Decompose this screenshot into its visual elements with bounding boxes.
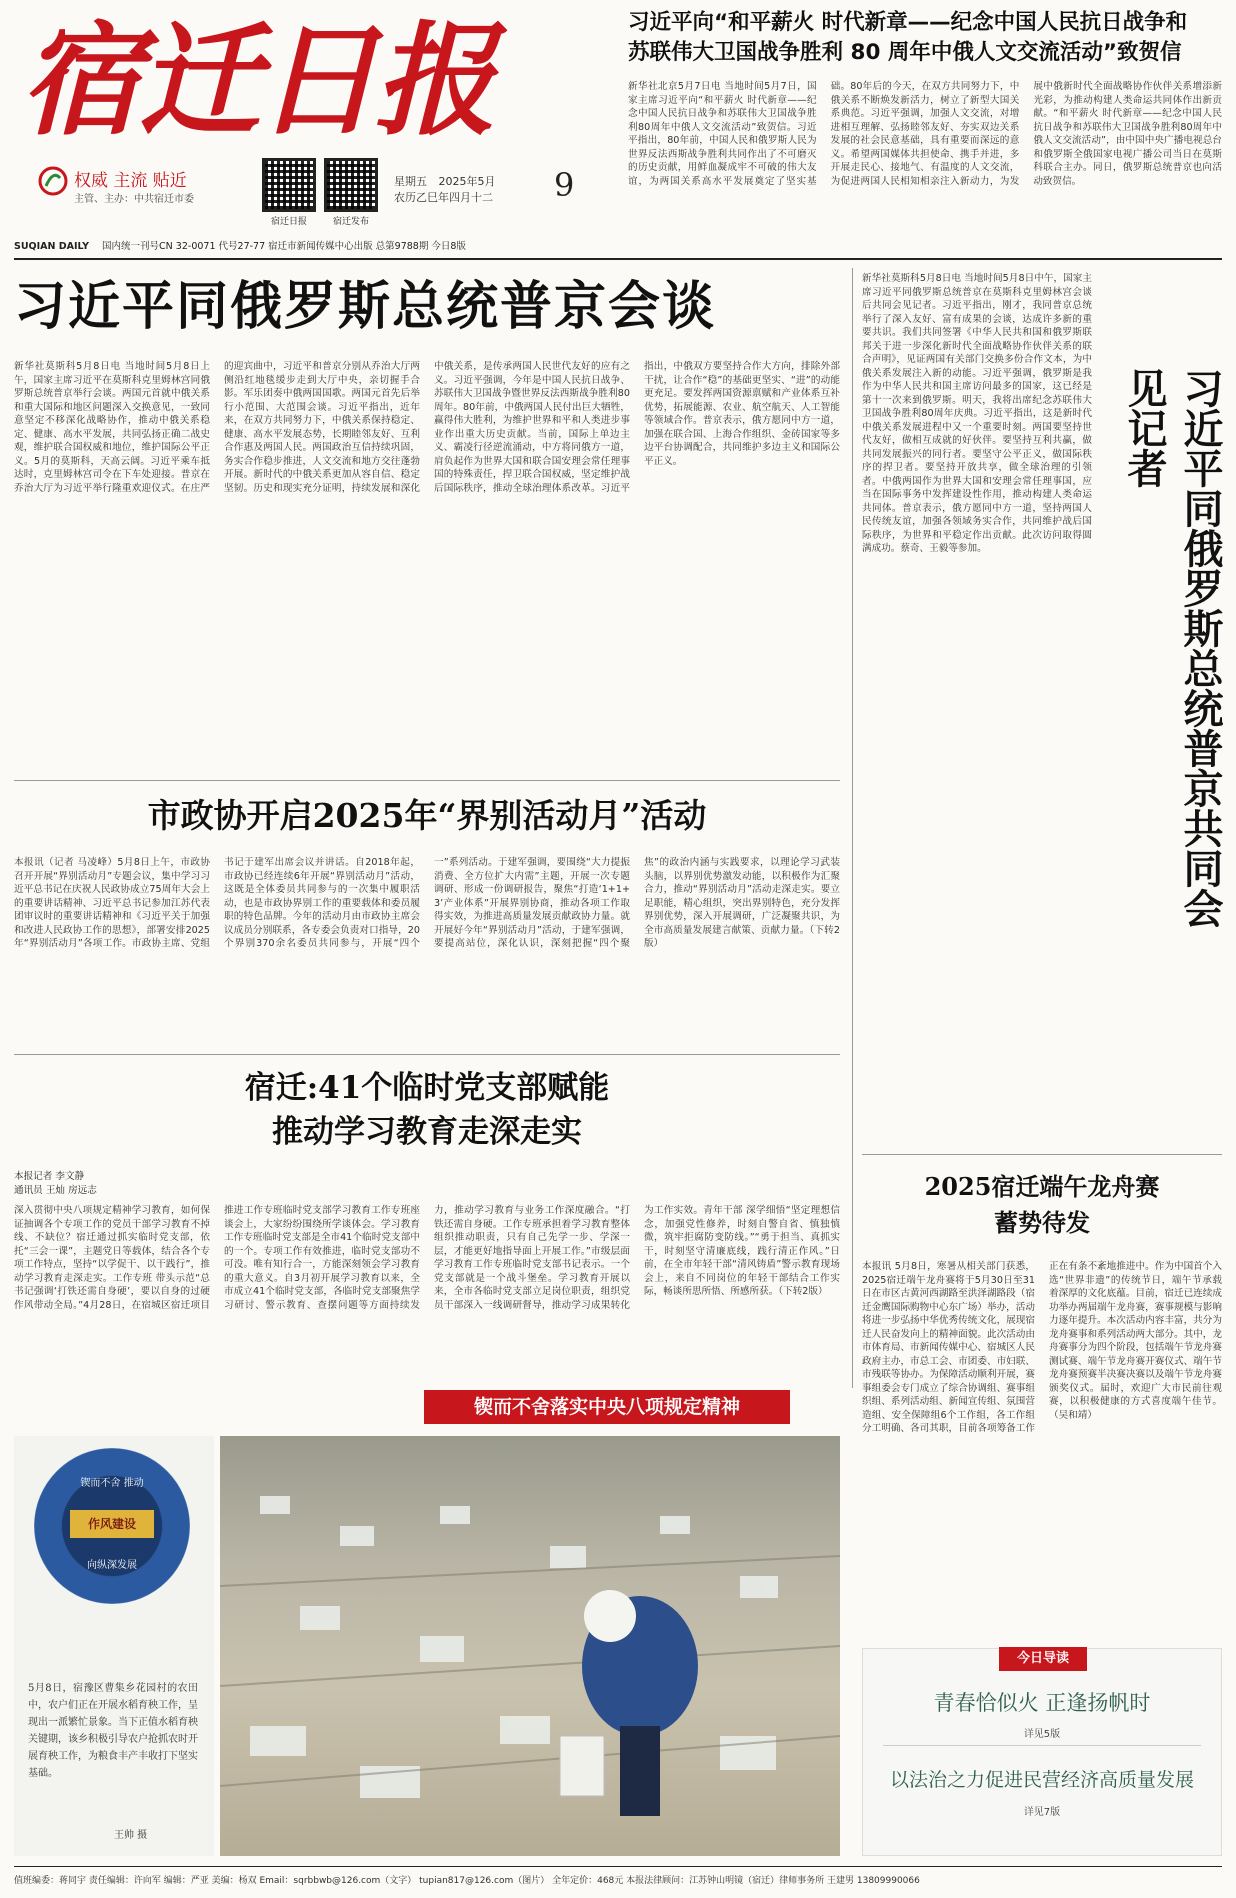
photo-section [14, 1436, 840, 1856]
farm-photo [220, 1436, 840, 1856]
badge-top: 锲而不舍 推动 [80, 1478, 144, 1489]
guide-page-ref: 详见5版 [1023, 1729, 1061, 1740]
guide-title: 今日导读 [999, 1647, 1087, 1671]
photo-caption: 5月8日，宿豫区曹集乡花园村的农田中，农户们正在开展水稻育秧工作，呈现出一派繁忙景象。当下正值水稻育秧关键期，该乡积极引导农户抢抓农时开展育秧工作，为粮食丰产丰收打下坚实基础。 [28, 1683, 198, 1779]
top-story-body: 新华社北京5月7日电 当地时间5月7日，国家主席习近平向“和平薪火 时代新章——纪念中国人民抗日战争和苏联伟大卫国战争胜利80周年中俄人文交流活动”致贺信。习近平指出，80年前，中国人民和俄罗斯人民为世界反法西斯战争胜利共同作出了不可磨灭的历史贡献，用鲜血凝成牢不可破的伟大友谊，为两国关系高水平发展奠定了坚实基础。80年后的今天，在双方共同努力下，中俄关系不断焕发新活力，树立了新型大国关系典范。习近平强调，加强人文交流，对增进相互理解、弘扬睦邻友好、夯实双边关系发展的社会民意基础，具有重要而深远的意义。希望两国媒体共担使命、携手并进，多开展走民心、接地气、有温度的人文交流，为促进两国人民相知相亲注入新动力，为发展中俄新时代全面战略协作伙伴关系增添新光彩，为推动构建人类命运共同体作出新贡献。“和平薪火 时代新章——纪念中国人民抗日战争和苏联伟大卫国战争胜利80周年中俄人文交流活动”，由中国中央广播电视总台和俄罗斯全俄国家电视广播公司当日在莫斯科联合主办。同日，俄罗斯总统普京也向活动致贺信。 [628, 81, 1222, 187]
dragon-boat-body: 本报讯 5月8日，寒暑从相关部门获悉，2025宿迁端午龙舟赛将于5月30日至31日在市区古黄河西湖路至洪泽湖路段（宿迁金鹰国际购物中心东广场）举办，活动将进一步弘扬中华优秀传统文化，展现宿迁人民奋发向上的精神面貌。此次活动由市体育局、市新闻传媒中心、宿城区人民政府主办，市总工会、市团委、市妇联、市残联等协办。为保障活动顺利开展，赛事组委会专门成立了综合协调组、赛事组织组、系列活动组、新闻宣传组、氛围营造组、安全保障组6个工作组，各工作组分工明确、各司其职，目前各项筹备工作正在有条不紊地推进中。作为中国首个入选“世界非遗”的传统节日，端午节承载着深厚的文化底蕴。目前，宿迁已连续成功举办两届端午龙舟赛，赛事规模与影响力逐年提升。本次活动内容丰富，共分为龙舟赛事和系列活动两大部分。其中，龙舟赛事分为四个阶段，包括端午节龙舟赛测试赛、端午节龙舟赛开赛仪式、端午节龙舟赛预赛半决赛决赛以及端午节龙舟赛颁奖仪式。届时，欢迎广大市民前往观赛，以积极健康的方式喜度端午佳节。（吴和靖） [862, 1261, 1222, 1434]
qr-code-icon [324, 158, 378, 212]
photo-field-illustration [220, 1436, 840, 1856]
party-headline: 推动学习教育走深走实 [272, 1114, 582, 1150]
lunar-date: 农历乙巳年四月十二 [394, 191, 493, 204]
masthead-title: 宿迁日报 [20, 8, 492, 152]
badge-icon [34, 1448, 190, 1604]
side-story-headline: 习近平同俄罗斯总统普京共同会见记者 [1121, 368, 1223, 928]
top-story-headline: 苏联伟大卫国战争胜利 80 周年中俄人文交流活动”致贺信 [628, 40, 1182, 65]
main-story-body: 新华社莫斯科5月8日电 当地时间5月8日上午，国家主席习近平在莫斯科克里姆林宫同俄罗斯总统普京举行会谈。两国元首就中俄关系和重大国际和地区问题深入交换意见，一致同意坚定不移深化战略协作，推动中俄关系稳定、健康、高水平发展，共同弘扬正确二战史观，维护联合国权威和地位，维护国际公平正义。5月的莫斯科，天高云阔。习近平乘车抵达时，克里姆林宫司令在下车处迎接。普京在乔治大厅为习近平举行隆重欢迎仪式。在庄严的迎宾曲中，习近平和普京分别从乔治大厅两侧沿红地毯缓步走到大厅中央，亲切握手合影。军乐团奏中俄两国国歌。两国元首先后举行小范围、大范围会谈。习近平指出，近年来，在双方共同努力下，中俄关系保持稳定、健康、高水平发展态势，长期睦邻友好、互利合作惠及两国人民。两国政治互信持续巩固，务实合作稳步推进，人文交流和地方交往蓬勃开展。新时代的中俄关系更加从容自信、稳定坚韧。历史和现实充分证明，持续发展和深化中俄关系，是传承两国人民世代友好的应有之义。习近平强调，今年是中国人民抗日战争、苏联伟大卫国战争暨世界反法西斯战争胜利80周年。80年前，中俄两国人民付出巨大牺牲，赢得伟大胜利，为维护世界和平和人类进步事业作出重大历史贡献。当前，国际上单边主义、霸凌行径逆流涌动，中方将同俄方一道，肩负起作为世界大国和联合国安理会常任理事国的特殊责任，捍卫联合国权威，坚定维护战后国际秩序，推动全球治理体系改革。习近平指出，中俄双方要坚持合作大方向，排除外部干扰，让合作“稳”的基础更坚实、“进”的动能更充足。要发挥两国资源禀赋和产业体系互补优势，拓展能源、农业、航空航天、人工智能等领域合作。普京表示，俄方愿同中方一道，加强在联合国、上海合作组织、金砖国家等多边平台协调配合，共同维护多边主义和国际公平正义。 [14, 361, 840, 494]
masthead-logo-icon [38, 166, 68, 196]
side-story-body: 新华社莫斯科5月8日电 当地时间5月8日中午，国家主席习近平同俄罗斯总统普京在莫斯科克里姆林宫会谈后共同会见记者。习近平指出，刚才，我同普京总统举行了深入友好、富有成果的会谈，达成许多新的重要共识。我们共同签署《中华人民共和国和俄罗斯联邦关于进一步深化新时代全面战略协作伙伴关系的联合声明》，见证两国有关部门交换多份合作文本，为中俄关系发展注入新的动能。习近平强调，俄罗斯是我作为中华人民共和国主席访问最多的国家，这已经是第十一次来到俄罗斯。明天，我将出席纪念苏联伟大卫国战争胜利80周年庆典。习近平指出，这是新时代中俄关系发展进程中又一个重要时刻。两国要坚持世代友好，做相互成就的好伙伴。要坚持互利共赢，做共同发展振兴的同行者。要坚守公平正义，做国际秩序的捍卫者。要坚持开放共享，做全球治理的引领者。中俄两国作为世界大国和安理会常任理事国，应当在国际事务中发挥建设性作用，推动构建人类命运共同体。普京表示，俄方愿同中方一道，坚持两国人民传统友谊，加强各领域务实合作，共同维护战后国际秩序，为世界和平稳定作出贡献。此次访问取得圆满成功。蔡奇、王毅等参加。 [862, 273, 1092, 554]
masthead-sponsor: 主管、主办：中共宿迁市委 [74, 194, 194, 205]
party-byline: 通讯员 王灿 房远志 [14, 1185, 97, 1196]
main-story-headline: 习近平同俄罗斯总统普京会谈 [14, 277, 717, 337]
photo-credit: 王帅 摄 [114, 1830, 148, 1841]
masthead-slogan: 权威 主流 贴近 [74, 171, 187, 191]
party-banner: 锲而不舍落实中央八项规定精神 [424, 1390, 790, 1424]
guide-page-ref: 详见7版 [1023, 1807, 1061, 1818]
top-story-headline: 习近平向“和平薪火 时代新章——纪念中国人民抗日战争和 [628, 10, 1188, 35]
publication-meta: 国内统一刊号CN 32-0071 代号27-77 宿迁市新闻传媒中心出版 总第9788期 今日8版 [102, 241, 466, 252]
dragon-boat-headline: 2025宿迁端午龙舟赛 [924, 1172, 1160, 1201]
qr-code-icon [262, 158, 316, 212]
cppcc-headline: 市政协开启2025年“界别活动月”活动 [147, 796, 707, 835]
badge-mid: 作风建设 [70, 1510, 154, 1538]
badge-bottom: 向纵深发展 [87, 1560, 137, 1571]
cppcc-body: 本报讯（记者 马凌峰）5月8日上午，市政协召开开展“界别活动月”专题会议，集中学习习近平总书记在庆祝人民政协成立75周年大会上的重要讲话精神、习近平总书记参加江苏代表团审议时的重要讲话精神和《习近平关于加强和改进人民政协工作的思想》，部署安排2025年“界别活动月”各项工作。市政协主席、党组书记于建军出席会议并讲话。自2018年起，市政协已经连续6年开展“界别活动月”活动，这既是全体委员共同参与的一次集中履职活动，也是市政协界别工作的重要载体和委员履职的特色品牌。今年的活动月由市政协主席会议成员分别联系，各专委会负责对口指导，20个界别370余名委员共同参与，开展“四个一”系列活动。于建军强调，要围绕“大力提振消费、全方位扩大内需”主题，开展一次专题调研、形成一份调研报告，聚焦“打造‘1+1+3’产业体系”开展界别协商，推动各项工作取得实效，为推进高质量发展贡献政协力量。就开展好今年“界别活动月”活动，于建军强调，要提高站位，深化认识，深刻把握“四个聚焦”的政治内涵与实践要求，以理论学习武装头脑，以界别优势激发动能，以积极作为汇聚合力，推动“界别活动月”活动走深走实。要立足职能，精心组织，突出界别特色，充分发挥界别优势，深入开展调研，广泛凝聚共识，为全市高质量发展建言献策、贡献力量。（下转2版） [14, 857, 840, 949]
guide-item-1[interactable]: 青春恰似火 正逢扬帆时 [933, 1691, 1151, 1715]
guide-panel [862, 1648, 1222, 1856]
issue-date: 2025年5月 [438, 175, 496, 188]
party-byline: 本报记者 李文静 [14, 1171, 85, 1182]
english-name: SUQIAN DAILY [14, 241, 90, 252]
top-story [628, 8, 1222, 254]
party-body: 深入贯彻中央八项规定精神学习教育，如何保证抽调各个专项工作的党员干部学习教育不掉线、不缺位？宿迁通过抓实临时党支部，依托“三会一课”，主题党日等载体，结合各个专项工作特点，坚持“以学促干、以干践行”，推动学习教育走深走实。工作专班 带头示范“总书记强调‘打铁还需自身硬’，要以自身的过硬作风带动全局。”4月28日，在宿城区宿迁项目推进工作专班临时党支部学习教育工作专班座谈会上，大家纷纷围绕所学谈体会。学习教育工作专班临时党支部是全市41个临时党支部中的一个。专项工作有效推进，临时党支部功不可没。唯有知行合一，方能深刻领会学习教育的重大意义。自3月初开展学习教育以来，全市成立41个临时党支部，各临时党支部聚焦学习研讨、警示教育、查摆问题等方面持续发力，推动学习教育与业务工作深度融合。“打铁还需自身硬。工作专班承担着学习教育整体组织推动职责，只有自己先学一步、学深一层，才能更好地指导面上开展工作。”市级层面学习教育工作专班临时党支部书记表示。一个党支部就是一个战斗堡垒。学习教育开展以来，全市各临时党支部立足岗位职责，组织党员干部深入一线调研督导，推动学习成果转化为工作实效。青年干部 深学细悟“坚定理想信念，加强党性修养，时刻自警自省、慎独慎微，筑牢拒腐防变防线。”“勇于担当、真抓实干，时刻坚守清廉底线，践行清正作风。”日前，在全市年轻干部“清风铸盾”警示教育现场会上，来自不同岗位的年轻干部结合工作实际，畅谈所思所悟、所感所获。（下转2版） [14, 1205, 840, 1311]
issue-day: 9 [554, 166, 575, 204]
qr-label: 宿迁发布 [332, 217, 369, 227]
qr-label: 宿迁日报 [270, 217, 307, 227]
party-headline: 宿迁:41个临时党支部赋能 [244, 1070, 610, 1106]
dragon-boat-headline: 蓄势待发 [994, 1208, 1090, 1237]
guide-item-2[interactable]: 以法治之力促进民营经济高质量发展 [889, 1769, 1194, 1791]
footer: 值班编委：蒋同宇 责任编辑：许向军 编辑：严亚 美编：杨双 Email：sqrbbwb@126.com（文字） tupian817@126.com（图片） 全年定价：468元 本报法律顾问：江苏钟山明镜（宿迁）律师事务所 王建男 13809990066 [14, 1876, 920, 1886]
masthead [14, 8, 614, 230]
weekday: 星期五 [394, 175, 427, 188]
